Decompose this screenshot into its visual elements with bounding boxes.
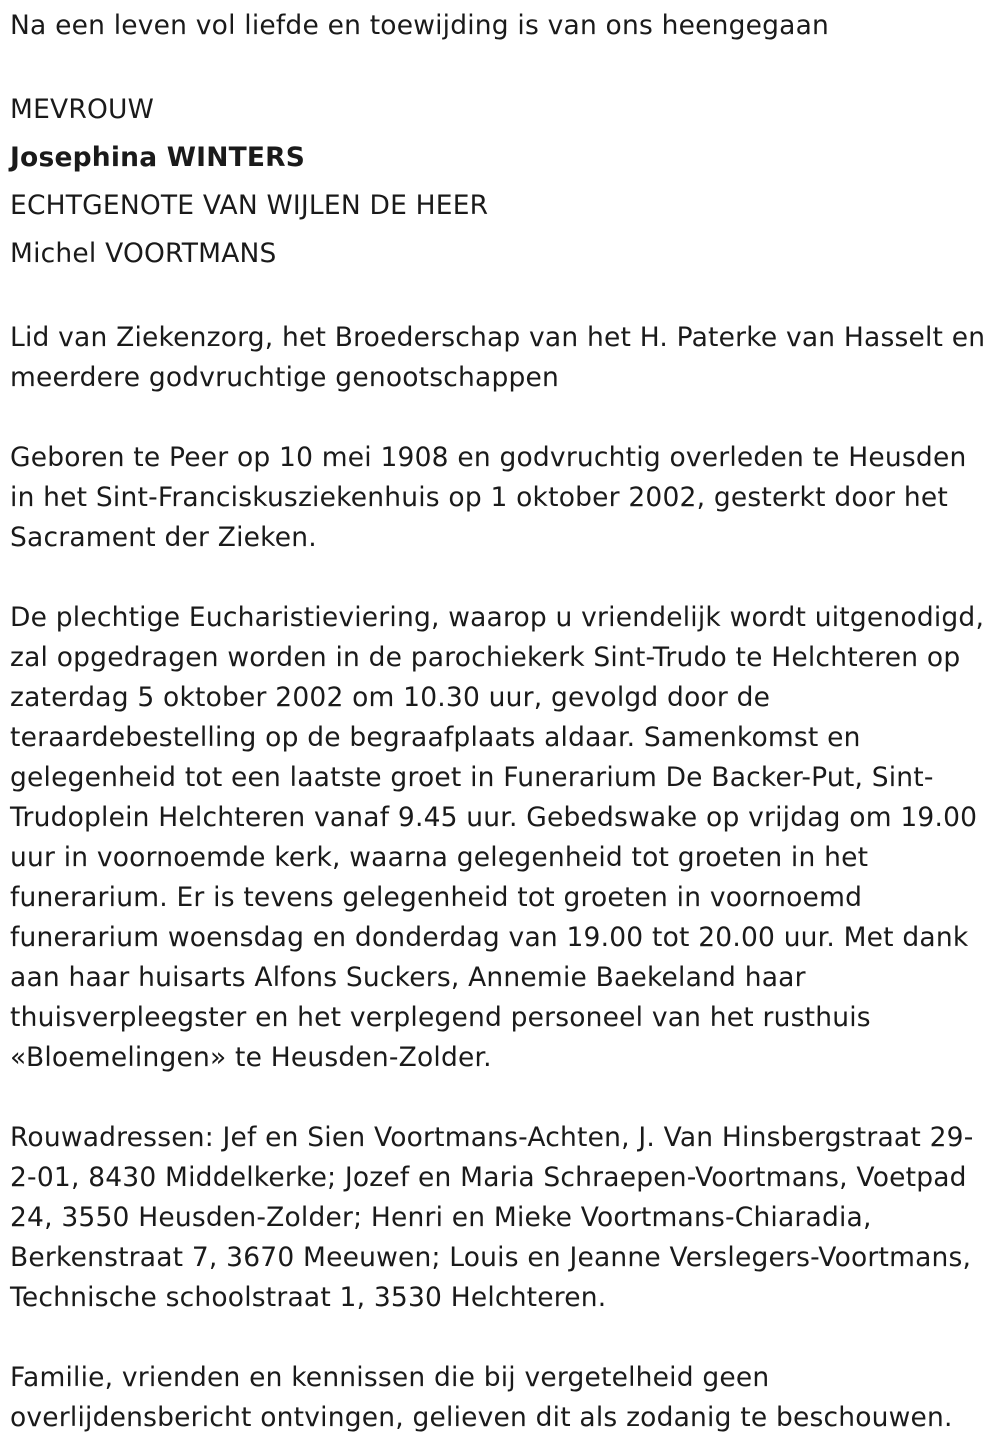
birth-death-paragraph: Geboren te Peer op 10 mei 1908 en godvruchtig overleden te Heusden in het Sint-Franciskusziekenhuis op 1 oktober 2002, gesterkt door het Sacrament der Zieken. — [10, 442, 967, 553]
condolence-addresses-paragraph: Rouwadressen: Jef en Sien Voortmans-Achten, J. Van Hinsbergstraat 29-2-01, 8430 Middelkerke; Jozef en Maria Schraepen-Voortmans, Voetpad 24, 3550 Heusden-Zolder; Henri en Mieke Voortmans-Chiaradia, Berkenstraat 7, 3670 Meeuwen; Louis en Jeanne Verslegers-Voortmans, Technische schoolstraat 1, 3530 Helchteren. — [10, 1122, 974, 1313]
spacer — [10, 1078, 988, 1118]
memberships-paragraph: Lid van Ziekenzorg, het Broederschap van het H. Paterke van Hasselt en meerdere godvruchtige genootschappen — [10, 322, 986, 393]
spouse-prefix: ECHTGENOTE VAN WIJLEN DE HEER — [10, 190, 489, 221]
intro-line: Na een leven vol liefde en toewijding is van ons heengegaan — [10, 10, 830, 41]
spacer — [10, 278, 988, 318]
obituary-notice — [10, 6, 988, 1438]
spacer — [10, 46, 988, 86]
deceased-name: Josephina WINTERS — [10, 142, 306, 173]
spacer — [10, 558, 988, 598]
spacer — [10, 398, 988, 438]
closing-paragraph: Familie, vrienden en kennissen die bij vergetelheid geen overlijdensbericht ontvingen, gelieven dit als zodanig te beschouwen. — [10, 1362, 953, 1433]
spouse-name: Michel VOORTMANS — [10, 238, 277, 269]
title-prefix: MEVROUW — [10, 94, 155, 125]
spacer — [10, 1318, 988, 1358]
ceremony-paragraph: De plechtige Eucharistieviering, waarop u vriendelijk wordt uitgenodigd, zal opgedragen worden in de parochiekerk Sint-Trudo te Helchteren op zaterdag 5 oktober 2002 om 10.30 uur, gevolgd door de teraardebestelling op de begraafplaats aldaar. Samenkomst en gelegenheid tot een laatste groet in Funerarium De Backer-Put, Sint-Trudoplein Helchteren vanaf 9.45 uur. Gebedswake op vrijdag om 19.00 uur in voornoemde kerk, waarna gelegenheid tot groeten in het funerarium. Er is tevens gelegenheid tot groeten in voornoemd funerarium woensdag en donderdag van 19.00 tot 20.00 uur. Met dank aan haar huisarts Alfons Suckers, Annemie Baekeland haar thuisverpleegster en het verplegend personeel van het rusthuis «Bloemelingen» te Heusden-Zolder. — [10, 602, 985, 1073]
